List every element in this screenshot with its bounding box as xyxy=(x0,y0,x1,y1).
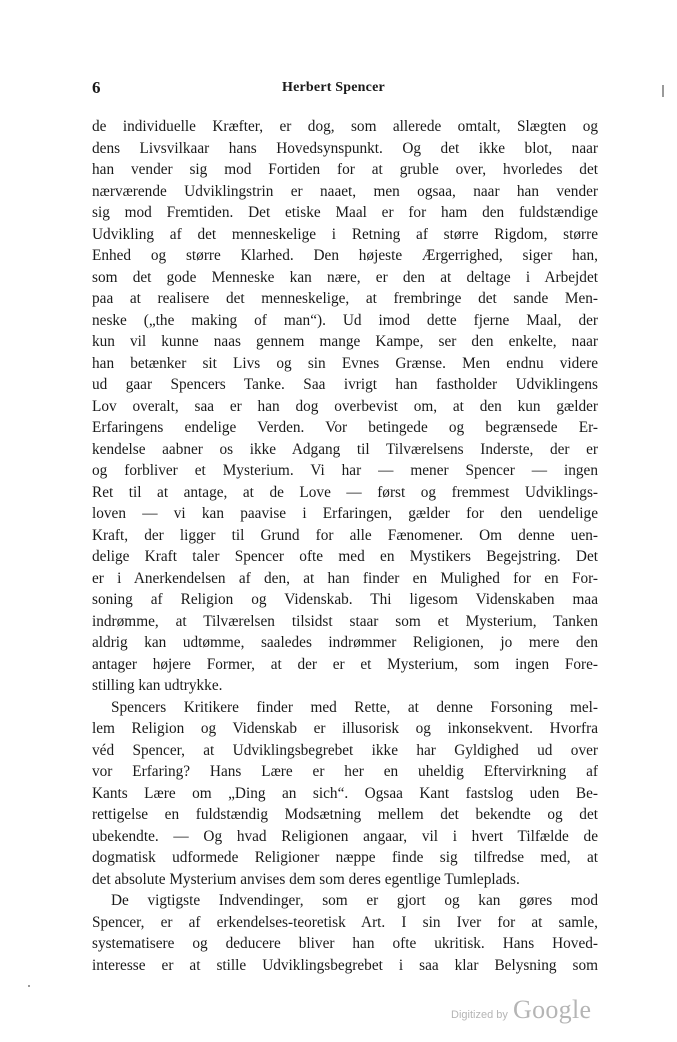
text-line: neske („the making of man“). Ud imod dette fjerne Maal, der xyxy=(92,311,598,329)
text-line: paa at realisere det menneskelige, at frembringe det sande Men- xyxy=(92,290,598,307)
text-line: dens Livsvilkaar hans Hovedsynspunkt. Og det ikke blot, naar xyxy=(92,139,598,157)
body-text xyxy=(92,116,598,976)
paragraph-start-line: De vigtigste Indvendinger, som er gjort og kan gøres mod xyxy=(111,892,598,909)
text-line: Udvikling af det menneskelige i Retning af større Rigdom, større xyxy=(92,225,598,243)
text-line: delige Kraft taler Spencer ofte med en Mystikers Begejstring. Det xyxy=(92,548,598,565)
text-line: antager højere Former, at der er et Mysterium, som ingen Fore- xyxy=(92,655,598,673)
text-line: Erfaringens endelige Verden. Vor betingede og begrænsede Er- xyxy=(92,419,598,436)
text-line: han vender sig mod Fortiden for at gruble over, hvorledes det xyxy=(92,161,598,178)
text-line: kun vil kunne naas gennem mange Kampe, ser den enkelte, naar xyxy=(92,333,598,350)
text-line: Ret til at antage, at de Love — først og fremmest Udviklings- xyxy=(92,483,598,501)
text-line: Kants Lære om „Ding an sich“. Ogsaa Kant fastslog uden Be- xyxy=(92,784,598,802)
paragraph-end-line: stilling kan udtrykke. xyxy=(92,677,223,694)
text-line: Kraft, der ligger til Grund for alle Fænomener. Om denne uen- xyxy=(92,526,598,544)
running-title: Herbert Spencer xyxy=(282,80,385,95)
text-line: interesse er at stille Udviklingsbegrebet i saa klar Belysning som xyxy=(92,956,598,974)
page-number: 6 xyxy=(92,78,101,97)
text-line: systematisere og deducere bliver han ofte ukritisk. Hans Hoved- xyxy=(92,935,598,952)
text-line: ubekendte. — Og hvad Religionen angaar, vil i hvert Tilfælde de xyxy=(92,827,598,845)
text-line: kendelse aabner os ikke Adgang til Tilværelsens Inderste, der er xyxy=(92,440,598,458)
text-line: han betænker sit Livs og sin Evnes Grænse. Men endnu videre xyxy=(92,354,598,372)
paragraph-start-line: Spencers Kritikere finder med Rette, at denne Forsoning mel- xyxy=(111,698,598,716)
text-line: rettigelse en fuldstændig Modsætning mellem det bekendte og det xyxy=(92,806,598,823)
text-line: vor Erfaring? Hans Lære er her en uheldig Eftervirkning af xyxy=(92,763,598,780)
scan-speck xyxy=(28,985,30,987)
text-line: loven — vi kan paavise i Erfaringen, gælder for den uendelige xyxy=(92,505,598,522)
text-line: indrømme, at Tilværelsen tilsidst staar som et Mysterium, Tanken xyxy=(92,612,598,630)
page-edge-mark xyxy=(662,85,664,97)
text-line: Spencer, er af erkendelses-teoretisk Art. I sin Iver for at samle, xyxy=(92,913,598,931)
text-line: er i Anerkendelsen af den, at han finder en Mulighed for en For- xyxy=(92,569,598,587)
text-line: sig mod Fremtiden. Det etiske Maal er for ham den fuldstændige xyxy=(92,204,598,221)
text-line: dogmatisk udformede Religioner næppe finde sig tilfredse med, at xyxy=(92,849,598,866)
text-line: nærværende Udviklingstrin er naaet, men ogsaa, naar han vender xyxy=(92,182,598,200)
text-line: véd Spencer, at Udviklingsbegrebet ikke har Gyldighed ud over xyxy=(92,741,598,759)
paragraph-end-line: det absolute Mysterium anvises dem som deres egentlige Tumleplads. xyxy=(92,870,520,888)
text-line: aldrig kan udtømme, saaledes indrømmer Religionen, jo mere den xyxy=(92,634,598,651)
text-line: lem Religion og Videnskab er illusorisk og inkonsekvent. Hvorfra xyxy=(92,720,598,737)
watermark-logo: Google xyxy=(513,995,592,1024)
text-line: som det gode Menneske kan nære, er den at deltage i Arbejdet xyxy=(92,268,598,286)
page-header xyxy=(92,78,598,100)
text-line: Enhed og større Klarhed. Den højeste Ærgerrighed, siger han, xyxy=(92,247,598,264)
watermark-prefix: Digitized by xyxy=(451,1009,508,1021)
text-line: Lov overalt, saa er han dog overbevist om, at den kun gælder xyxy=(92,397,598,415)
text-line: soning af Religion og Videnskab. Thi ligesom Videnskaben maa xyxy=(92,591,598,608)
text-line: ud gaar Spencers Tanke. Saa ivrigt han fastholder Udviklingens xyxy=(92,376,598,393)
digitized-watermark xyxy=(451,995,601,1025)
text-line: og forbliver et Mysterium. Vi har — mener Spencer — ingen xyxy=(92,462,598,479)
text-line: de individuelle Kræfter, er dog, som allerede omtalt, Slægten og xyxy=(92,118,598,135)
